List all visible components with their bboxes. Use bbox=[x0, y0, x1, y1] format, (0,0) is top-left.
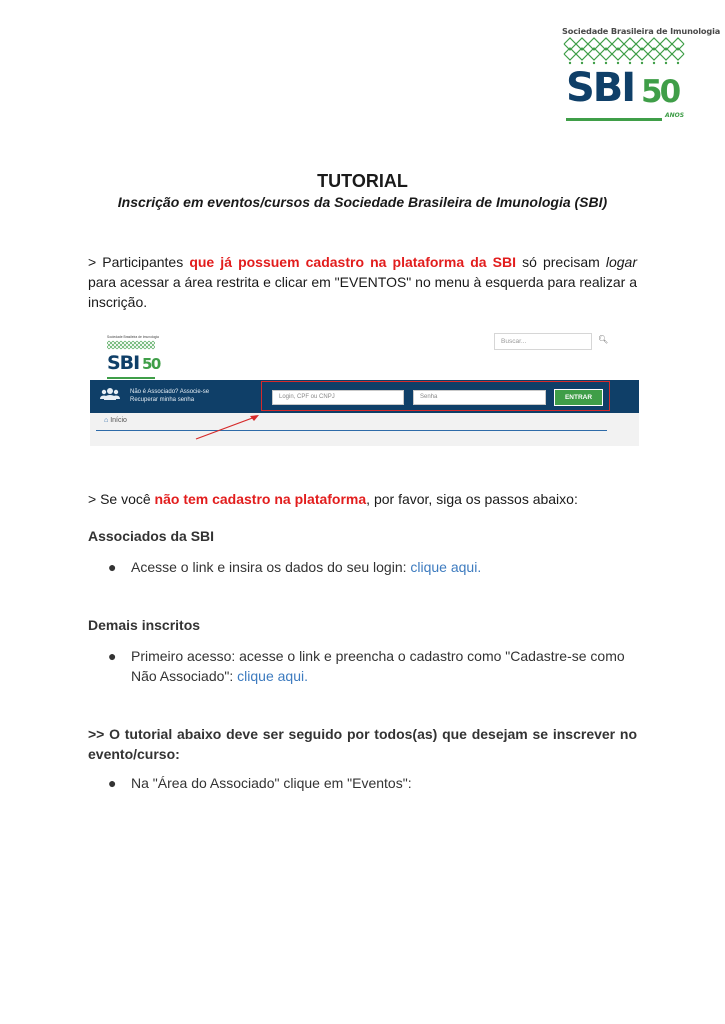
screenshot-breadcrumb bbox=[104, 417, 127, 424]
intro-highlight: que já possuem cadastro na plataforma da SBI bbox=[189, 254, 516, 270]
intro-paragraph bbox=[88, 252, 637, 312]
final-bullet bbox=[108, 773, 638, 793]
logo-anniversary: 50 bbox=[641, 74, 679, 110]
screenshot-password-field: Senha bbox=[413, 390, 546, 405]
breadcrumb-divider bbox=[96, 430, 607, 431]
no-account-text-2: , por favor, siga os passos abaixo: bbox=[366, 491, 578, 507]
screenshot-login-field: Login, CPF ou CNPJ bbox=[272, 390, 404, 405]
screenshot-logo bbox=[107, 335, 177, 381]
logo-pattern-icon bbox=[562, 36, 686, 66]
no-account-text-1: > Se você bbox=[88, 491, 155, 507]
screenshot-enter-button: ENTRAR bbox=[554, 389, 603, 406]
screenshot-logo-underline bbox=[107, 377, 155, 379]
highlight-box bbox=[261, 381, 610, 411]
intro-text-1: > Participantes bbox=[88, 254, 190, 270]
associados-bullet bbox=[108, 557, 638, 577]
demais-bullet bbox=[108, 646, 638, 686]
logo-acronym: SBI bbox=[566, 65, 635, 111]
final-bullet-text: Na "Área do Associado" clique em "Eventos": bbox=[131, 775, 412, 791]
page-title: TUTORIAL bbox=[317, 171, 408, 191]
bullet-dot: ● bbox=[108, 775, 117, 791]
intro-italic: logar bbox=[605, 254, 638, 270]
screenshot-search-input: Buscar... bbox=[494, 333, 592, 350]
logo-anos: ANOS bbox=[665, 112, 685, 119]
associados-bullet-text: Acesse o link e insira os dados do seu login: bbox=[131, 559, 411, 575]
bullet-dot: ● bbox=[108, 648, 117, 664]
screenshot-breadcrumb-label: Início bbox=[110, 417, 127, 424]
screenshot-anniversary: 50 bbox=[142, 355, 160, 373]
intro-text-3: para acessar a área restrita e clicar em "EVENTOS" no menu à esquerda para realizar a inscrição. bbox=[88, 274, 637, 310]
screenshot-acronym: SBI bbox=[107, 352, 140, 374]
search-icon: 🔍︎ bbox=[598, 335, 609, 344]
screenshot-associe-link: Não é Associado? Associe-se bbox=[130, 389, 210, 395]
screenshot-bar-text bbox=[130, 388, 209, 404]
associados-heading: Associados da SBI bbox=[88, 528, 215, 544]
demais-heading: Demais inscritos bbox=[88, 617, 201, 633]
demais-bullet-text: Primeiro acesso: acesse o link e preencha o cadastro como "Cadastre-se como Não Associado": bbox=[131, 648, 625, 684]
associados-link[interactable]: clique aqui. bbox=[410, 559, 482, 575]
home-icon: ⌂ bbox=[104, 417, 109, 424]
bullet-dot: ● bbox=[108, 559, 117, 575]
pointer-arrow-icon bbox=[193, 412, 263, 442]
demais-link[interactable]: clique aqui. bbox=[237, 668, 308, 684]
tutorial-notice: >> O tutorial abaixo deve ser seguido por todos(as) que desejam se inscrever no evento/curso: bbox=[88, 726, 637, 762]
no-account-highlight: não tem cadastro na plataforma bbox=[154, 491, 367, 507]
screenshot-recover-link: Recuperar minha senha bbox=[130, 397, 195, 403]
screenshot-breadcrumb-bar bbox=[90, 413, 639, 446]
login-screenshot bbox=[90, 328, 639, 446]
no-account-paragraph bbox=[88, 489, 637, 509]
intro-text-2: só precisam bbox=[515, 254, 606, 270]
screenshot-pattern-icon bbox=[107, 340, 155, 350]
users-icon bbox=[100, 387, 120, 401]
logo-underline bbox=[566, 118, 662, 121]
screenshot-org-name: Sociedade Brasileira de Imunologia bbox=[107, 335, 159, 339]
sbi-logo bbox=[562, 26, 721, 126]
logo-org-name: Sociedade Brasileira de Imunologia bbox=[562, 26, 721, 36]
page-subtitle: Inscrição em eventos/cursos da Sociedade Brasileira de Imunologia (SBI) bbox=[117, 194, 608, 210]
